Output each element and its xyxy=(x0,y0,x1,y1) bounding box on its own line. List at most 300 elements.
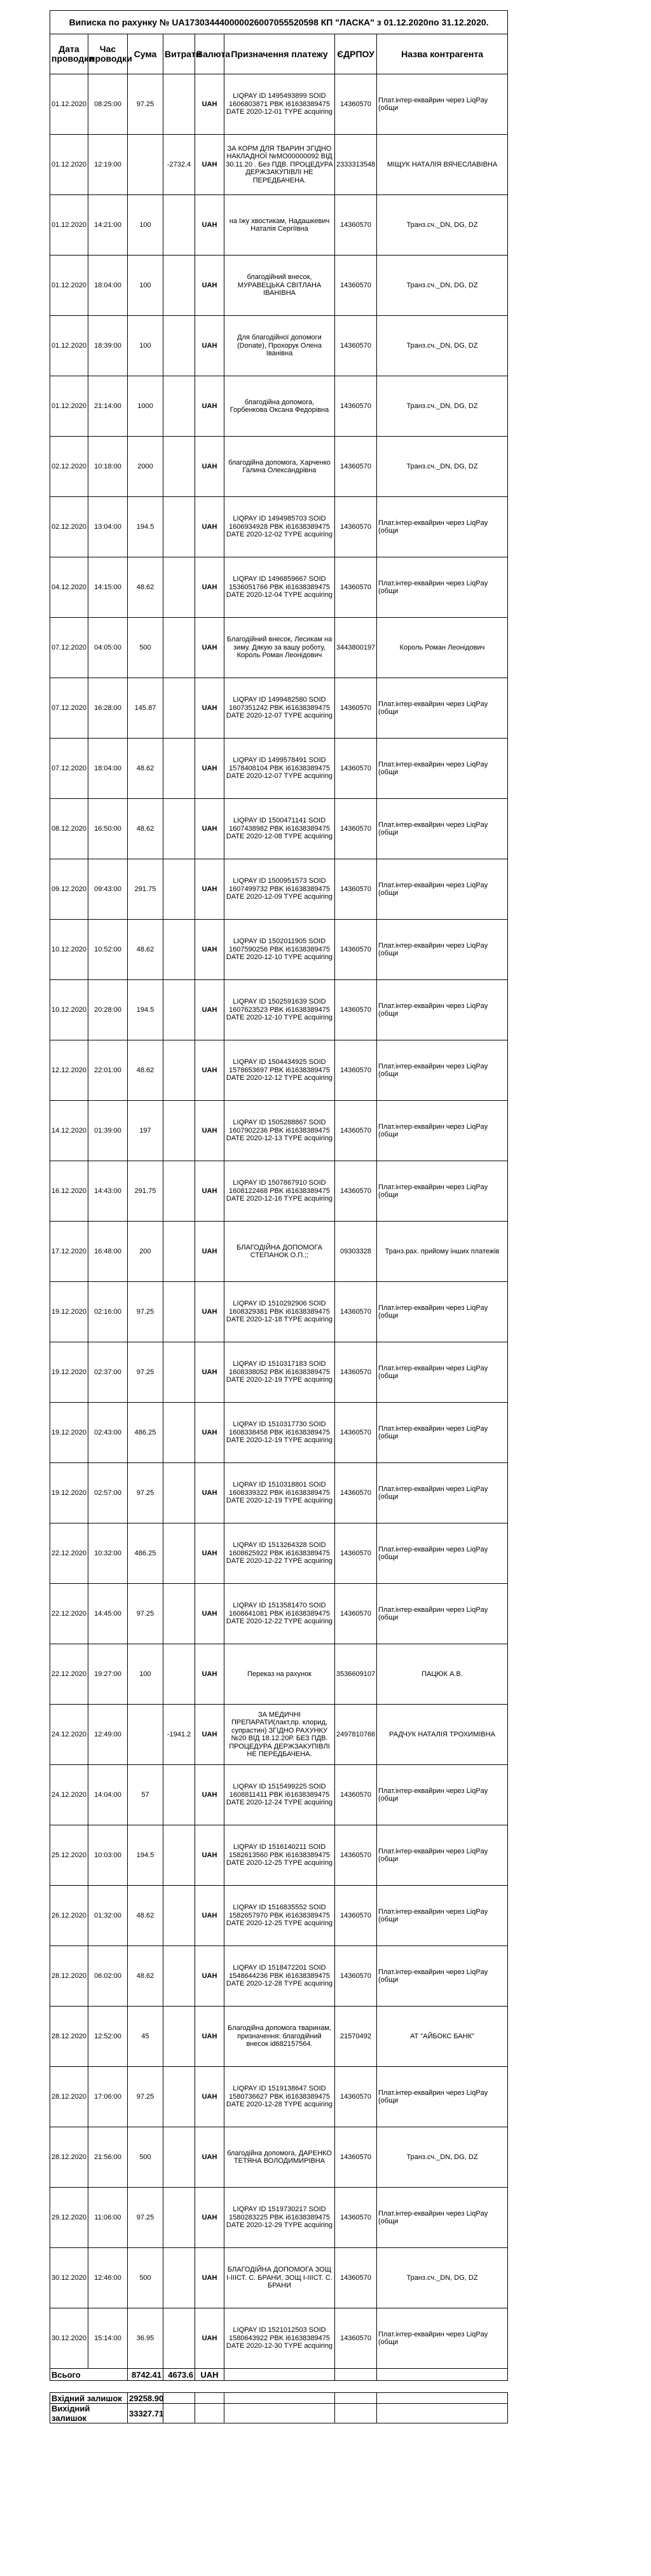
table-row xyxy=(50,678,508,739)
cell-sum: 57 xyxy=(128,1765,163,1825)
cell-sum: 45 xyxy=(128,2007,163,2067)
cell-time: 10:18:00 xyxy=(88,437,128,497)
cell-currency: UAH xyxy=(195,618,224,678)
cell-counterparty: Плат.інтер-еквайрин через LiqPay (общи xyxy=(377,1523,508,1584)
opening-empty-2 xyxy=(195,2393,224,2404)
cell-purpose: LIQPAY ID 1500471141 SOID 1607438982 PBK i61638389475 DATE 2020-12-08 TYPE acquiring xyxy=(224,799,335,859)
table-row xyxy=(50,1886,508,1946)
cell-expense xyxy=(163,1222,195,1282)
cell-expense xyxy=(163,376,195,437)
cell-currency: UAH xyxy=(195,135,224,195)
cell-counterparty: Плат.інтер-еквайрин через LiqPay (общи xyxy=(377,2308,508,2369)
cell-date: 01.12.2020 xyxy=(50,195,88,256)
table-row xyxy=(50,980,508,1040)
cell-time: 13:04:00 xyxy=(88,497,128,557)
cell-time: 12:49:00 xyxy=(88,1705,128,1765)
cell-currency: UAH xyxy=(195,1886,224,1946)
cell-purpose: БЛАГОДІЙНА ДОПОМОГА СТЕПАНОК О.П.;; xyxy=(224,1222,335,1282)
table-row xyxy=(50,437,508,497)
table-row xyxy=(50,135,508,195)
table-row xyxy=(50,618,508,678)
cell-time: 16:50:00 xyxy=(88,799,128,859)
table-row xyxy=(50,859,508,920)
cell-expense xyxy=(163,195,195,256)
cell-code: 09303328 xyxy=(335,1222,377,1282)
cell-currency: UAH xyxy=(195,1523,224,1584)
statement-title: Виписка по рахунку № UA173034440000026007055520598 КП "ЛАСКА" з 01.12.2020по 31.12.2020. xyxy=(50,11,508,34)
opening-balance-row xyxy=(50,2393,508,2404)
cell-currency: UAH xyxy=(195,1342,224,1403)
table-row xyxy=(50,739,508,799)
cell-code: 2333313548 xyxy=(335,135,377,195)
cell-expense xyxy=(163,74,195,135)
cell-sum: 36.95 xyxy=(128,2308,163,2369)
cell-time: 11:06:00 xyxy=(88,2188,128,2248)
table-row xyxy=(50,1403,508,1463)
cell-purpose: LIQPAY ID 1507867910 SOID 1608122468 PBK i61638389475 DATE 2020-12-16 TYPE acquiring xyxy=(224,1161,335,1222)
header-sum: Сума xyxy=(128,34,163,74)
cell-counterparty: Транз.сч._DN, DG, DZ xyxy=(377,2127,508,2188)
cell-currency: UAH xyxy=(195,859,224,920)
cell-date: 24.12.2020 xyxy=(50,1705,88,1765)
cell-currency: UAH xyxy=(195,799,224,859)
cell-date: 28.12.2020 xyxy=(50,2067,88,2127)
table-row xyxy=(50,1463,508,1523)
cell-purpose: LIQPAY ID 1513581470 SOID 1608641081 PBK i61638389475 DATE 2020-12-22 TYPE acquiring xyxy=(224,1584,335,1644)
cell-time: 08:25:00 xyxy=(88,74,128,135)
cell-code: 14360570 xyxy=(335,799,377,859)
cell-counterparty: Плат.інтер-еквайрин через LiqPay (общи xyxy=(377,980,508,1040)
cell-code: 14360570 xyxy=(335,2067,377,2127)
cell-purpose: благодійна допомога, Харченко Галина Олександрівна xyxy=(224,437,335,497)
table-row xyxy=(50,497,508,557)
table-row xyxy=(50,2248,508,2308)
cell-expense: -2732.4 xyxy=(163,135,195,195)
cell-sum: 486.25 xyxy=(128,1403,163,1463)
cell-sum: 100 xyxy=(128,316,163,376)
cell-purpose: LIQPAY ID 1500951573 SOID 1607499732 PBK i61638389475 DATE 2020-12-09 TYPE acquiring xyxy=(224,859,335,920)
cell-expense xyxy=(163,859,195,920)
table-row xyxy=(50,376,508,437)
cell-counterparty: Плат.інтер-еквайрин через LiqPay (общи xyxy=(377,859,508,920)
cell-expense xyxy=(163,1765,195,1825)
cell-code: 14360570 xyxy=(335,1040,377,1101)
cell-date: 30.12.2020 xyxy=(50,2308,88,2369)
opening-balance-value: 29258.90 xyxy=(128,2393,163,2404)
cell-date: 08.12.2020 xyxy=(50,799,88,859)
cell-purpose: Переказ на рахунок xyxy=(224,1644,335,1705)
cell-time: 02:37:00 xyxy=(88,1342,128,1403)
cell-code: 14360570 xyxy=(335,1342,377,1403)
table-row xyxy=(50,1101,508,1161)
table-row xyxy=(50,1040,508,1101)
cell-purpose: LIQPAY ID 1499578491 SOID 1578408104 PBK i61638389475 DATE 2020-12-07 TYPE acquiring xyxy=(224,739,335,799)
closing-balance-row xyxy=(50,2404,508,2423)
total-empty-2 xyxy=(335,2369,377,2381)
cell-purpose: LIQPAY ID 1495493899 SOID 1606803871 PBK i61638389475 DATE 2020-12-01 TYPE acquiring xyxy=(224,74,335,135)
cell-sum: 48.62 xyxy=(128,1886,163,1946)
cell-date: 02.12.2020 xyxy=(50,497,88,557)
header-currency: Валюта xyxy=(195,34,224,74)
cell-code: 14360570 xyxy=(335,316,377,376)
cell-purpose: LIQPAY ID 1510292906 SOID 1608329381 PBK i61638389475 DATE 2020-12-18 TYPE acquiring xyxy=(224,1282,335,1342)
cell-expense xyxy=(163,1161,195,1222)
cell-code: 14360570 xyxy=(335,1946,377,2007)
cell-date: 19.12.2020 xyxy=(50,1403,88,1463)
table-row xyxy=(50,557,508,618)
cell-sum: 194.5 xyxy=(128,980,163,1040)
header-code: ЄДРПОУ xyxy=(335,34,377,74)
cell-purpose: Благодійна допомога тваринам, призначення: благодійний внесок id682157564. xyxy=(224,2007,335,2067)
cell-code: 14360570 xyxy=(335,1161,377,1222)
cell-code: 14360570 xyxy=(335,2308,377,2369)
cell-time: 10:32:00 xyxy=(88,1523,128,1584)
cell-date: 02.12.2020 xyxy=(50,437,88,497)
cell-code: 14360570 xyxy=(335,497,377,557)
cell-date: 28.12.2020 xyxy=(50,1946,88,2007)
cell-time: 01:32:00 xyxy=(88,1886,128,1946)
cell-code: 14360570 xyxy=(335,1584,377,1644)
cell-purpose: LIQPAY ID 1502591639 SOID 1607623523 PBK i61638389475 DATE 2020-12-10 TYPE acquiring xyxy=(224,980,335,1040)
cell-code: 2497810766 xyxy=(335,1705,377,1765)
cell-currency: UAH xyxy=(195,2188,224,2248)
total-expense: 4673.6 xyxy=(163,2369,195,2381)
cell-date: 28.12.2020 xyxy=(50,2127,88,2188)
statement xyxy=(50,10,507,2423)
cell-counterparty: Плат.інтер-еквайрин через LiqPay (общи xyxy=(377,1282,508,1342)
cell-currency: UAH xyxy=(195,2127,224,2188)
cell-counterparty: РАДЧУК НАТАЛІЯ ТРОХИМІВНА xyxy=(377,1705,508,1765)
cell-expense xyxy=(163,1342,195,1403)
cell-code: 14360570 xyxy=(335,1463,377,1523)
cell-currency: UAH xyxy=(195,678,224,739)
cell-purpose: Благодійний внесок, Лесикам на зиму. Дякую за вашу роботу, Король Роман Леонідович xyxy=(224,618,335,678)
table-row xyxy=(50,316,508,376)
cell-purpose: LIQPAY ID 1515499225 SOID 1608811411 PBK i61638389475 DATE 2020-12-24 TYPE acquiring xyxy=(224,1765,335,1825)
table-row xyxy=(50,920,508,980)
cell-expense xyxy=(163,2067,195,2127)
cell-purpose: благодійний внесок, МУРАВЕЦЬКА СВІТЛАНА ІВАНІВНА xyxy=(224,256,335,316)
cell-expense xyxy=(163,497,195,557)
cell-sum xyxy=(128,1705,163,1765)
cell-expense xyxy=(163,618,195,678)
cell-counterparty: Плат.інтер-еквайрин через LiqPay (общи xyxy=(377,1161,508,1222)
table-row xyxy=(50,1765,508,1825)
total-empty-1 xyxy=(224,2369,335,2381)
cell-code: 3536609107 xyxy=(335,1644,377,1705)
cell-purpose: благодійна допомога, Горбенкова Оксана Федорівна xyxy=(224,376,335,437)
cell-time: 16:48:00 xyxy=(88,1222,128,1282)
cell-code: 14360570 xyxy=(335,256,377,316)
cell-expense xyxy=(163,739,195,799)
cell-currency: UAH xyxy=(195,2248,224,2308)
table-row xyxy=(50,1342,508,1403)
cell-counterparty: Плат.інтер-еквайрин через LiqPay (общи xyxy=(377,74,508,135)
cell-date: 04.12.2020 xyxy=(50,557,88,618)
cell-expense xyxy=(163,1523,195,1584)
cell-currency: UAH xyxy=(195,2308,224,2369)
cell-purpose: ЗА МЕДИЧНІ ПРЕПАРАТИ(лакт,пр. клорид, супрастин) ЗГІДНО РАХУНКУ №20 ВІД 18.12.20Р. БЕЗ ПДВ. ПРОЦЕДУРА ДЕРЖЗАКУПІВЛІ НЕ ПЕРЕДБАЧЕНА. xyxy=(224,1705,335,1765)
cell-code: 14360570 xyxy=(335,920,377,980)
cell-time: 22:01:00 xyxy=(88,1040,128,1101)
cell-date: 22.12.2020 xyxy=(50,1644,88,1705)
cell-expense xyxy=(163,2188,195,2248)
cell-time: 14:45:00 xyxy=(88,1584,128,1644)
cell-counterparty: Плат.інтер-еквайрин через LiqPay (общи xyxy=(377,1946,508,2007)
cell-code: 14360570 xyxy=(335,74,377,135)
cell-sum: 48.62 xyxy=(128,1040,163,1101)
cell-code: 3443800197 xyxy=(335,618,377,678)
cell-date: 07.12.2020 xyxy=(50,739,88,799)
cell-counterparty: Плат.інтер-еквайрин через LiqPay (общи xyxy=(377,1765,508,1825)
cell-sum: 97.25 xyxy=(128,1342,163,1403)
cell-purpose: LIQPAY ID 1510318801 SOID 1608339322 PBK i61638389475 DATE 2020-12-19 TYPE acquiring xyxy=(224,1463,335,1523)
cell-counterparty: Плат.інтер-еквайрин через LiqPay (общи xyxy=(377,799,508,859)
cell-date: 22.12.2020 xyxy=(50,1523,88,1584)
header-time: Час проводки xyxy=(88,34,128,74)
cell-date: 09.12.2020 xyxy=(50,859,88,920)
cell-currency: UAH xyxy=(195,1765,224,1825)
cell-time: 12:52:00 xyxy=(88,2007,128,2067)
cell-expense xyxy=(163,2308,195,2369)
cell-sum: 100 xyxy=(128,1644,163,1705)
header-expense: Витрати xyxy=(163,34,195,74)
table-row xyxy=(50,1705,508,1765)
cell-expense xyxy=(163,2127,195,2188)
cell-date: 01.12.2020 xyxy=(50,74,88,135)
cell-sum: 486.25 xyxy=(128,1523,163,1584)
cell-date: 30.12.2020 xyxy=(50,2248,88,2308)
cell-purpose: LIQPAY ID 1521012503 SOID 1580643922 PBK i61638389475 DATE 2020-12-30 TYPE acquiring xyxy=(224,2308,335,2369)
table-row xyxy=(50,1946,508,2007)
cell-purpose: LIQPAY ID 1519730217 SOID 1580283225 PBK i61638389475 DATE 2020-12-29 TYPE acquiring xyxy=(224,2188,335,2248)
cell-currency: UAH xyxy=(195,437,224,497)
cell-time: 02:16:00 xyxy=(88,1282,128,1342)
cell-counterparty: Транз.сч._DN, DG, DZ xyxy=(377,2248,508,2308)
cell-sum: 97.25 xyxy=(128,2067,163,2127)
cell-currency: UAH xyxy=(195,376,224,437)
cell-expense xyxy=(163,1101,195,1161)
cell-sum: 500 xyxy=(128,2248,163,2308)
cell-currency: UAH xyxy=(195,2067,224,2127)
cell-expense xyxy=(163,1463,195,1523)
closing-balance-value: 33327.71 xyxy=(128,2404,163,2423)
cell-counterparty: Король Роман Леонідович xyxy=(377,618,508,678)
cell-date: 17.12.2020 xyxy=(50,1222,88,1282)
table-row xyxy=(50,195,508,256)
table-row xyxy=(50,2007,508,2067)
cell-code: 14360570 xyxy=(335,1282,377,1342)
cell-currency: UAH xyxy=(195,1825,224,1886)
cell-counterparty: Плат.інтер-еквайрин через LiqPay (общи xyxy=(377,1101,508,1161)
cell-sum: 200 xyxy=(128,1222,163,1282)
cell-currency: UAH xyxy=(195,1101,224,1161)
total-sum: 8742.41 xyxy=(128,2369,163,2381)
table-row xyxy=(50,1222,508,1282)
cell-time: 12:46:00 xyxy=(88,2248,128,2308)
cell-sum: 97.25 xyxy=(128,1282,163,1342)
cell-time: 04:05:00 xyxy=(88,618,128,678)
table-row xyxy=(50,2188,508,2248)
cell-date: 01.12.2020 xyxy=(50,135,88,195)
cell-date: 14.12.2020 xyxy=(50,1101,88,1161)
cell-purpose: LIQPAY ID 1510317183 SOID 1608338052 PBK i61638389475 DATE 2020-12-19 TYPE acquiring xyxy=(224,1342,335,1403)
cell-sum: 97.25 xyxy=(128,2188,163,2248)
cell-time: 10:52:00 xyxy=(88,920,128,980)
cell-counterparty: Транз.сч._DN, DG, DZ xyxy=(377,316,508,376)
cell-expense xyxy=(163,256,195,316)
spacer-cell xyxy=(50,2381,508,2393)
closing-empty-5 xyxy=(377,2404,508,2423)
cell-purpose: LIQPAY ID 1502011905 SOID 1607590256 PBK i61638389475 DATE 2020-12-10 TYPE acquiring xyxy=(224,920,335,980)
cell-counterparty: Плат.інтер-еквайрин через LiqPay (общи xyxy=(377,1403,508,1463)
cell-currency: UAH xyxy=(195,1222,224,1282)
cell-counterparty: Плат.інтер-еквайрин через LiqPay (общи xyxy=(377,1825,508,1886)
cell-time: 02:43:00 xyxy=(88,1403,128,1463)
cell-code: 14360570 xyxy=(335,739,377,799)
total-label: Всього xyxy=(50,2369,128,2381)
cell-sum: 97.25 xyxy=(128,74,163,135)
cell-date: 25.12.2020 xyxy=(50,1825,88,1886)
cell-purpose: LIQPAY ID 1496859667 SOID 1536051766 PBK i61638389475 DATE 2020-12-04 TYPE acquiring xyxy=(224,557,335,618)
cell-counterparty: Транз.сч._DN, DG, DZ xyxy=(377,256,508,316)
cell-counterparty: Транз.сч._DN, DG, DZ xyxy=(377,376,508,437)
cell-code: 14360570 xyxy=(335,980,377,1040)
total-empty-3 xyxy=(377,2369,508,2381)
cell-currency: UAH xyxy=(195,1644,224,1705)
cell-sum: 97.25 xyxy=(128,1463,163,1523)
cell-date: 01.12.2020 xyxy=(50,376,88,437)
cell-time: 01:39:00 xyxy=(88,1101,128,1161)
cell-expense xyxy=(163,1644,195,1705)
cell-counterparty: Транз.сч._DN, DG, DZ xyxy=(377,195,508,256)
cell-sum: 500 xyxy=(128,618,163,678)
cell-sum: 194.5 xyxy=(128,1825,163,1886)
cell-time: 21:14:00 xyxy=(88,376,128,437)
cell-currency: UAH xyxy=(195,557,224,618)
cell-purpose: LIQPAY ID 1505288867 SOID 1607902236 PBK i61638389475 DATE 2020-12-13 TYPE acquiring xyxy=(224,1101,335,1161)
cell-sum: 48.62 xyxy=(128,799,163,859)
cell-expense xyxy=(163,2007,195,2067)
cell-counterparty: Плат.інтер-еквайрин через LiqPay (общи xyxy=(377,1040,508,1101)
cell-date: 01.12.2020 xyxy=(50,256,88,316)
cell-date: 24.12.2020 xyxy=(50,1765,88,1825)
cell-sum: 145.87 xyxy=(128,678,163,739)
cell-purpose: БЛАГОДІЙНА ДОПОМОГА ЗОЩ І-ІІІСТ. С. БРАНИ, ЗОЩ І-ІІІСТ. С. БРАНИ xyxy=(224,2248,335,2308)
cell-time: 15:14:00 xyxy=(88,2308,128,2369)
cell-sum: 48.62 xyxy=(128,557,163,618)
cell-time: 14:43:00 xyxy=(88,1161,128,1222)
cell-time: 02:57:00 xyxy=(88,1463,128,1523)
cell-sum: 97.25 xyxy=(128,1584,163,1644)
cell-expense xyxy=(163,799,195,859)
cell-date: 29.12.2020 xyxy=(50,2188,88,2248)
cell-counterparty: Плат.інтер-еквайрин через LiqPay (общи xyxy=(377,1886,508,1946)
cell-purpose: LIQPAY ID 1519138647 SOID 1580736627 PBK i61638389475 DATE 2020-12-28 TYPE acquiring xyxy=(224,2067,335,2127)
table-row xyxy=(50,1644,508,1705)
cell-sum: 1000 xyxy=(128,376,163,437)
cell-code: 14360570 xyxy=(335,376,377,437)
cell-date: 22.12.2020 xyxy=(50,1584,88,1644)
cell-currency: UAH xyxy=(195,1463,224,1523)
cell-expense xyxy=(163,1040,195,1101)
cell-code: 14360570 xyxy=(335,2188,377,2248)
cell-time: 16:28:00 xyxy=(88,678,128,739)
cell-sum: 194.5 xyxy=(128,497,163,557)
cell-code: 14360570 xyxy=(335,437,377,497)
cell-time: 06:02:00 xyxy=(88,1946,128,2007)
cell-counterparty: Плат.інтер-еквайрин через LiqPay (общи xyxy=(377,678,508,739)
table-row xyxy=(50,74,508,135)
cell-code: 14360570 xyxy=(335,1403,377,1463)
cell-code: 14360570 xyxy=(335,1523,377,1584)
cell-code: 14360570 xyxy=(335,2127,377,2188)
cell-time: 14:04:00 xyxy=(88,1765,128,1825)
cell-time: 10:03:00 xyxy=(88,1825,128,1886)
cell-sum: 291.75 xyxy=(128,859,163,920)
cell-currency: UAH xyxy=(195,980,224,1040)
cell-code: 21570492 xyxy=(335,2007,377,2067)
cell-counterparty: Плат.інтер-еквайрин через LiqPay (общи xyxy=(377,739,508,799)
cell-expense xyxy=(163,980,195,1040)
cell-sum: 100 xyxy=(128,195,163,256)
total-currency: UAH xyxy=(195,2369,224,2381)
cell-currency: UAH xyxy=(195,739,224,799)
cell-code: 14360570 xyxy=(335,195,377,256)
cell-counterparty: Транз.рах. прийому інших платежів xyxy=(377,1222,508,1282)
opening-empty-3 xyxy=(224,2393,335,2404)
cell-expense xyxy=(163,1403,195,1463)
cell-currency: UAH xyxy=(195,1705,224,1765)
cell-date: 19.12.2020 xyxy=(50,1463,88,1523)
cell-time: 14:21:00 xyxy=(88,195,128,256)
cell-code: 14360570 xyxy=(335,1765,377,1825)
cell-time: 14:15:00 xyxy=(88,557,128,618)
opening-empty-1 xyxy=(163,2393,195,2404)
cell-counterparty: Плат.інтер-еквайрин через LiqPay (общи xyxy=(377,1584,508,1644)
cell-code: 14360570 xyxy=(335,859,377,920)
closing-empty-3 xyxy=(224,2404,335,2423)
cell-purpose: LIQPAY ID 1510317730 SOID 1608338458 PBK i61638389475 DATE 2020-12-19 TYPE acquiring xyxy=(224,1403,335,1463)
cell-sum: 197 xyxy=(128,1101,163,1161)
cell-currency: UAH xyxy=(195,74,224,135)
cell-date: 16.12.2020 xyxy=(50,1161,88,1222)
cell-counterparty: ПАЦЮК А.В. xyxy=(377,1644,508,1705)
cell-sum: 291.75 xyxy=(128,1161,163,1222)
cell-time: 19:27:00 xyxy=(88,1644,128,1705)
cell-purpose: LIQPAY ID 1513264328 SOID 1608625922 PBK i61638389475 DATE 2020-12-22 TYPE acquiring xyxy=(224,1523,335,1584)
cell-counterparty: Плат.інтер-еквайрин через LiqPay (общи xyxy=(377,920,508,980)
cell-currency: UAH xyxy=(195,1161,224,1222)
cell-code: 14360570 xyxy=(335,557,377,618)
cell-time: 12:19:00 xyxy=(88,135,128,195)
cell-code: 14360570 xyxy=(335,2248,377,2308)
table-row xyxy=(50,256,508,316)
cell-expense xyxy=(163,920,195,980)
cell-sum: 100 xyxy=(128,256,163,316)
opening-empty-5 xyxy=(377,2393,508,2404)
cell-currency: UAH xyxy=(195,2007,224,2067)
cell-code: 14360570 xyxy=(335,1825,377,1886)
statement-table xyxy=(50,10,508,2423)
cell-expense xyxy=(163,1886,195,1946)
cell-expense xyxy=(163,1584,195,1644)
cell-date: 19.12.2020 xyxy=(50,1342,88,1403)
cell-purpose: на їжу хвостикам, Надашкевич Наталія Сергіївна xyxy=(224,195,335,256)
cell-time: 18:39:00 xyxy=(88,316,128,376)
cell-date: 01.12.2020 xyxy=(50,316,88,376)
cell-sum: 2000 xyxy=(128,437,163,497)
